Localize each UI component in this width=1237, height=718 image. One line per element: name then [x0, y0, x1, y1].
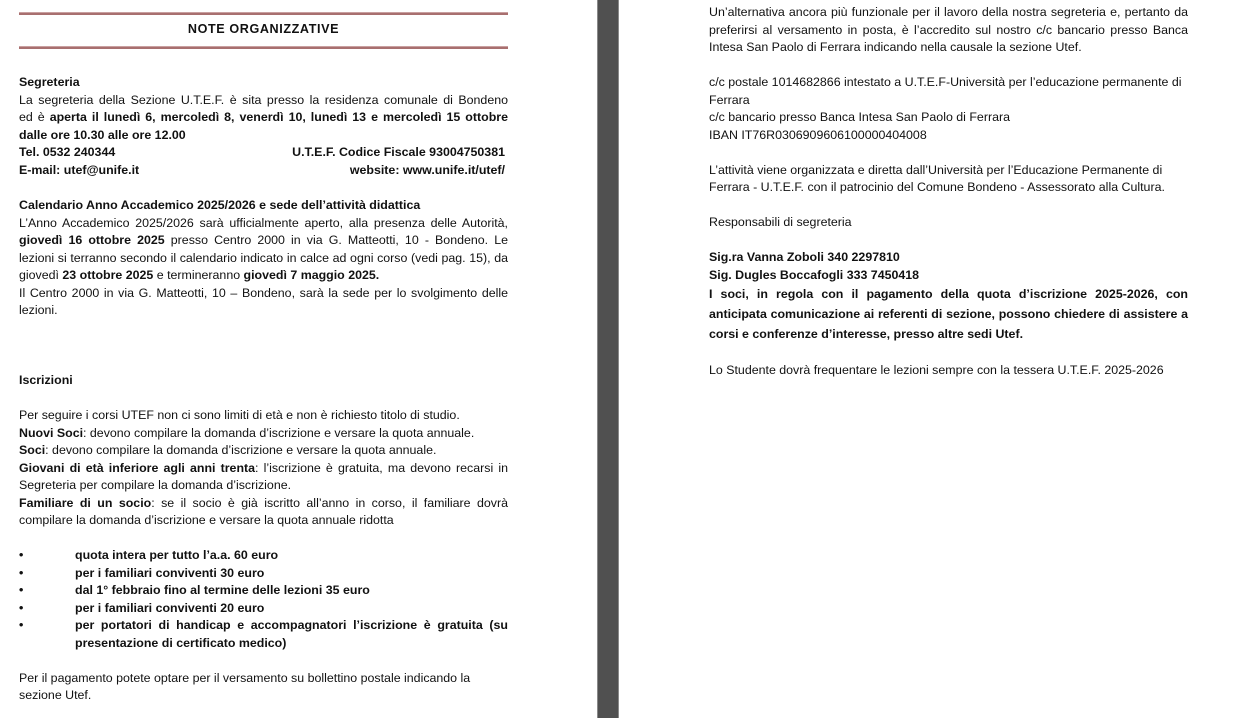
iscrizioni-intro: Per seguire i corsi UTEF non ci sono limiti di età e non è richiesto titolo di studio. — [19, 408, 460, 422]
iscrizioni-section — [19, 372, 508, 705]
soci-line — [19, 442, 508, 460]
giovani-line — [19, 460, 508, 495]
title-rule-top — [19, 12, 508, 15]
contact-row-2 — [19, 162, 508, 180]
iban: IBAN IT76R0306909606100000404008 — [709, 127, 927, 142]
calendario-text-3: e termineranno — [153, 268, 244, 282]
fee-item — [19, 547, 508, 565]
opening-date: giovedì 16 ottobre 2025 — [19, 233, 165, 247]
left-page — [0, 0, 597, 718]
nuovi-soci-text: : devono compilare la domanda d’iscrizione e versare la quota annuale. — [83, 425, 475, 440]
calendario-paragraph — [19, 215, 508, 285]
responsabili-heading: Responsabili di segreteria — [709, 215, 852, 229]
fee-item — [19, 565, 508, 583]
fee-text: per portatori di handicap e accompagnatori l’iscrizione è gratuita (su presentazione di certificato medico) — [75, 618, 508, 650]
responsabile-1: Sig.ra Vanna Zoboli 340 2297810 — [709, 250, 900, 264]
calendario-heading: Calendario Anno Accademico 2025/2026 e sede dell’attività didattica — [19, 198, 421, 212]
fee-text: quota intera per tutto l’a.a. 60 euro — [75, 548, 279, 562]
pagamento-paragraph: Per il pagamento potete optare per il versamento su bollettino postale indicando la sezione Utef. — [19, 670, 471, 702]
telephone: Tel. 0532 240344 — [19, 145, 116, 159]
end-date: giovedì 7 maggio 2025. — [243, 268, 380, 282]
calendario-venue: Il Centro 2000 in via G. Matteotti, 10 – Bondeno, sarà la sede per lo svolgimento delle lezioni. — [19, 285, 508, 317]
responsabile-2: Sig. Dugles Boccafogli 333 7450418 — [709, 267, 920, 282]
fee-item — [19, 582, 508, 600]
bullet-icon: • — [19, 565, 24, 580]
contact-row-1 — [19, 144, 508, 162]
bullet-icon: • — [19, 618, 24, 632]
attivita-paragraph: L’attività viene organizzata e diretta dall’Università per l’Educazione Permanente di Ferrara - U.T.E.F. con il patrocinio del Comune Bondeno - Assessorato alla Cultura. — [709, 162, 1165, 194]
fee-text: dal 1° febbraio fino al termine delle lezioni 35 euro — [75, 583, 370, 597]
alternativa-paragraph: Un’alternativa ancora più funzionale per il lavoro della nostra segreteria e, pertanto da preferirsi al versamento in posta, è l’accredito sul nostro c/c bancario presso Banca Intesa San Paolo di Ferrara indicando nella causale la sezione Utef. — [709, 5, 1188, 54]
nuovi-soci-label: Nuovi Soci — [19, 425, 84, 440]
bullet-icon: • — [19, 548, 24, 562]
nuovi-soci-line — [19, 425, 508, 443]
page-title: NOTE ORGANIZZATIVE — [187, 22, 340, 36]
cc-bancario: c/c bancario presso Banca Intesa San Paolo di Ferrara — [709, 110, 1010, 124]
segreteria-line-2-plain: ed è — [19, 110, 50, 124]
segreteria-opening-hours: dalle ore 10.30 alle ore 12.00 — [19, 127, 186, 142]
segreteria-line-1: La segreteria della Sezione U.T.E.F. è sita presso la residenza comunale di Bondeno — [19, 92, 508, 107]
fee-item — [19, 600, 508, 618]
website-link[interactable]: website: www.unife.it/utef/ — [349, 162, 505, 177]
giovani-text: : l’iscrizione è gratuita, ma devono recarsi in Segreteria per compilare la domanda d’iscrizione. — [19, 460, 508, 492]
email-link[interactable]: E-mail: utef@unife.it — [19, 162, 140, 177]
right-page — [619, 0, 1237, 718]
title-rule-bottom — [19, 46, 508, 49]
fee-list — [19, 547, 508, 652]
giovani-label: Giovani di età inferiore agli anni trenta — [19, 460, 256, 475]
tessera-note: Lo Studente dovrà frequentare le lezioni sempre con la tessera U.T.E.F. 2025-2026 — [709, 362, 1164, 377]
familiare-label: Familiare di un socio — [19, 495, 152, 510]
fee-text: per i familiari conviventi 30 euro — [75, 565, 265, 580]
start-date: 23 ottobre 2025 — [62, 268, 154, 282]
bullet-icon: • — [19, 600, 24, 615]
familiare-line — [19, 495, 508, 530]
segreteria-line-2 — [19, 109, 508, 127]
soci-note: I soci, in regola con il pagamento della quota d’iscrizione 2025-2026, con anticipata comunicazione ai referenti di sezione, possono chiedere di assistere a corsi e conferenze d’interesse, presso altre sedi Utef. — [709, 287, 1188, 341]
cc-postale: c/c postale 1014682866 intestato a U.T.E.F-Università per l’educazione permanente di Ferrara — [709, 75, 1182, 107]
familiare-text: : se il socio è già iscritto all’anno in corso, il familiare dovrà compilare la domanda d’iscrizione e versare la quota annuale ridotta — [19, 495, 508, 527]
calendario-text-1: L’Anno Accademico 2025/2026 sarà ufficialmente aperto, alla presenza delle Autorità, — [19, 215, 508, 230]
fee-text: per i familiari conviventi 20 euro — [75, 600, 265, 615]
page-separator — [597, 0, 619, 718]
fee-item — [19, 617, 508, 652]
calendario-section — [19, 197, 508, 320]
right-column — [709, 4, 1188, 379]
calendario-text-2: presso Centro 2000 in via G. Matteotti, 10 - Bondeno. Le lezioni si terranno secondo il calendario indicato in calce ad ogni corso (vedi pag. 15), da giovedì — [19, 233, 508, 282]
iscrizioni-heading: Iscrizioni — [19, 373, 73, 387]
soci-label: Soci — [19, 443, 46, 457]
segreteria-opening-days: aperta il lunedì 6, mercoledì 8, venerdì 10, lunedì 13 e mercoledì 15 ottobre — [49, 110, 508, 124]
segreteria-section — [19, 74, 508, 179]
codice-fiscale: U.T.E.F. Codice Fiscale 93004750381 — [292, 145, 505, 159]
soci-text: : devono compilare la domanda d’iscrizione e versare la quota annuale. — [45, 443, 437, 457]
segreteria-heading: Segreteria — [19, 75, 80, 89]
bullet-icon: • — [19, 583, 24, 597]
